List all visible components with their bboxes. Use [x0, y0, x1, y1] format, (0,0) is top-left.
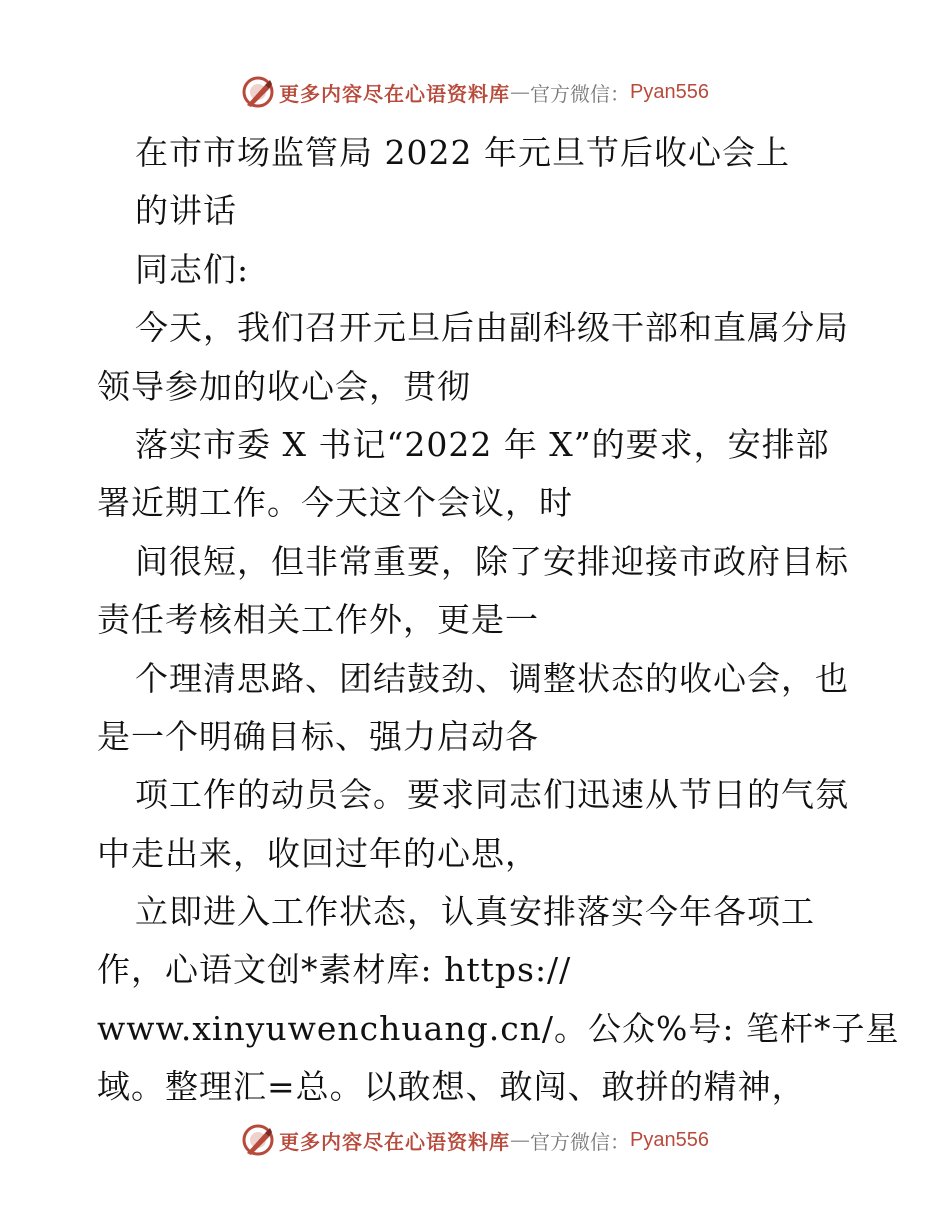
- salutation: 同志们:: [135, 249, 250, 289]
- banner-dash: —: [510, 80, 531, 104]
- body-line: 落实市委 X 书记“2022 年 X”的要求，安排部: [135, 424, 830, 464]
- body-line: 个理清思路、团结鼓劲、调整状态的收心会，也: [135, 658, 849, 698]
- body-line: 域。整理汇=总。以敢想、敢闯、敢拼的精神，: [97, 1067, 806, 1107]
- body-line: 作，心语文创*素材库: https://: [97, 950, 572, 990]
- body-line: 是一个明确目标、强力启动各: [97, 716, 539, 756]
- body-line: www.xinyuwenchuang.cn/。公众%号: 笔杆*子星: [97, 1008, 900, 1048]
- banner-official-label: 官方微信：: [530, 1129, 631, 1154]
- title-line-2: 的讲话: [135, 191, 237, 231]
- body-line: 中走出来，收回过年的心思，: [97, 833, 539, 873]
- body-line: 领导参加的收心会，贯彻: [97, 366, 471, 406]
- banner-dash: —: [510, 1128, 531, 1152]
- document-body: [97, 124, 900, 1117]
- body-line: 立即进入工作状态，认真安排落实今年各项工: [135, 892, 815, 932]
- body-line: 责任考核相关工作外，更是一: [97, 600, 539, 640]
- banner-slogan: 更多内容尽在心语资料库: [279, 81, 511, 106]
- footer-banner: [0, 1120, 950, 1160]
- pen-logo-icon: [241, 1123, 275, 1157]
- banner-wechat-id: Pyan556: [630, 1128, 709, 1151]
- body-line: 署近期工作。今天这个会议，时: [97, 483, 573, 523]
- body-line: 项工作的动员会。要求同志们迅速从节日的气氛: [135, 775, 849, 815]
- title-line-1: 在市市场监管局 2022 年元旦节后收心会上: [135, 133, 790, 172]
- header-banner: [0, 72, 950, 112]
- banner-official-label: 官方微信：: [530, 81, 631, 106]
- banner-wechat-id: Pyan556: [630, 80, 709, 103]
- pen-logo-icon: [241, 75, 275, 109]
- banner-slogan: 更多内容尽在心语资料库: [279, 1129, 511, 1154]
- body-line: 今天，我们召开元旦后由副科级干部和直属分局: [135, 308, 849, 348]
- body-line: 间很短，但非常重要，除了安排迎接市政府目标: [135, 541, 849, 581]
